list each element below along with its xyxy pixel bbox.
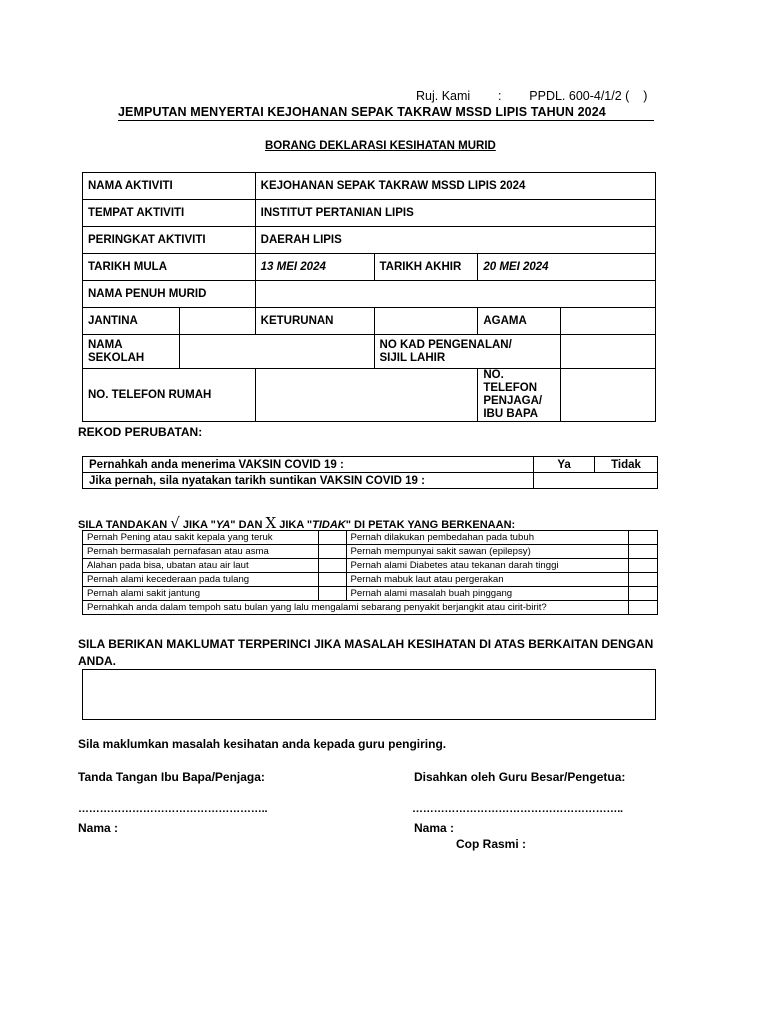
table-row xyxy=(83,457,658,473)
peringkat-aktiviti-label: PERINGKAT AKTIVITI xyxy=(83,227,256,254)
tarikh-akhir-label: TARIKH AKHIR xyxy=(374,254,478,281)
checklist-item: Alahan pada bisa, ubatan atau air laut xyxy=(83,559,319,573)
checklist-box[interactable] xyxy=(629,545,658,559)
principal-signature-label: Disahkan oleh Guru Besar/Pengetua: xyxy=(414,770,626,784)
checklist-item: Pernah alami Diabetes atau tekanan darah tinggi xyxy=(346,559,628,573)
checklist-box[interactable] xyxy=(318,573,346,587)
checklist-item: Pernah alami masalah buah pinggang xyxy=(346,587,628,601)
table-row xyxy=(83,200,656,227)
table-row xyxy=(83,531,658,545)
checklist-box[interactable] xyxy=(318,531,346,545)
checklist-box[interactable] xyxy=(629,573,658,587)
checklist-box[interactable] xyxy=(629,531,658,545)
table-row xyxy=(83,473,658,489)
tarikh-akhir-value: 20 MEI 2024 xyxy=(478,254,656,281)
telefon-penjaga-field[interactable] xyxy=(561,369,656,422)
keturunan-label: KETURUNAN xyxy=(255,308,374,335)
checklist-item: Pernah mempunyai sakit sawan (epilepsy) xyxy=(346,545,628,559)
reference-number xyxy=(416,89,647,103)
checklist-item: Pernah Pening atau sakit kepala yang teruk xyxy=(83,531,319,545)
jantina-label: JANTINA xyxy=(83,308,180,335)
tarikh-mula-value: 13 MEI 2024 xyxy=(255,254,374,281)
keturunan-field[interactable] xyxy=(374,308,478,335)
nama-aktiviti-label: NAMA AKTIVITI xyxy=(83,173,256,200)
table-row xyxy=(83,601,658,615)
table-row xyxy=(83,369,656,422)
parent-name-label: Nama : xyxy=(78,821,119,835)
nama-sekolah-field[interactable] xyxy=(179,335,374,369)
ref-separator: : xyxy=(497,89,502,103)
vaksin-date-field[interactable] xyxy=(534,473,658,489)
ya-header: Ya xyxy=(534,457,595,473)
cross-icon: X xyxy=(265,514,277,532)
form-title: BORANG DEKLARASI KESIHATAN MURID xyxy=(265,140,496,152)
nama-murid-field[interactable] xyxy=(255,281,655,308)
details-textbox[interactable] xyxy=(82,669,656,720)
table-row xyxy=(83,335,656,369)
tidak-header: Tidak xyxy=(595,457,658,473)
kad-pengenalan-field[interactable] xyxy=(561,335,656,369)
checklist-item: Pernah alami sakit jantung xyxy=(83,587,319,601)
vaksin-question: Pernahkah anda menerima VAKSIN COVID 19 : xyxy=(83,457,534,473)
tempat-aktiviti-label: TEMPAT AKTIVITI xyxy=(83,200,256,227)
peringkat-aktiviti-value: DAERAH LIPIS xyxy=(255,227,655,254)
table-row xyxy=(83,173,656,200)
kad-pengenalan-label: NO KAD PENGENALAN/ SIJIL LAHIR xyxy=(374,335,561,369)
tarikh-mula-label: TARIKH MULA xyxy=(83,254,256,281)
principal-name-label: Nama : xyxy=(414,821,455,835)
table-row xyxy=(83,587,658,601)
rekod-perubatan-heading: REKOD PERUBATAN: xyxy=(78,425,203,439)
jantina-field[interactable] xyxy=(179,308,255,335)
notify-teacher-note: Sila maklumkan masalah kesihatan anda kepada guru pengiring. xyxy=(78,737,447,751)
checklist-item-infectious: Pernahkah anda dalam tempoh satu bulan yang lalu mengalami sebarang penyakit berjangkit atau cirit-birit? xyxy=(83,601,629,615)
tick-instruction: SILA TANDAKAN √ JIKA "YA" DAN X JIKA "TIDAK" DI PETAK YANG BERKENAAN: xyxy=(78,514,516,532)
official-stamp-label: Cop Rasmi : xyxy=(456,837,527,851)
table-row xyxy=(83,227,656,254)
table-row xyxy=(83,545,658,559)
principal-signature-line[interactable]: ………………………………………………….. xyxy=(412,803,623,815)
parent-signature-label: Tanda Tangan Ibu Bapa/Penjaga: xyxy=(78,770,265,784)
checklist-box[interactable] xyxy=(629,601,658,615)
table-row xyxy=(83,254,656,281)
vaksin-date-question: Jika pernah, sila nyatakan tarikh suntikan VAKSIN COVID 19 : xyxy=(83,473,534,489)
nama-sekolah-label: NAMA SEKOLAH xyxy=(83,335,180,369)
telefon-rumah-field[interactable] xyxy=(255,369,478,422)
details-prompt: SILA BERIKAN MAKLUMAT TERPERINCI JIKA MASALAH KESIHATAN DI ATAS BERKAITAN DENGAN ANDA. xyxy=(78,637,654,668)
checklist-item: Pernah bermasalah pernafasan atau asma xyxy=(83,545,319,559)
health-checklist-table xyxy=(82,530,658,615)
checklist-box[interactable] xyxy=(318,545,346,559)
checklist-box[interactable] xyxy=(318,587,346,601)
table-row xyxy=(83,308,656,335)
nama-murid-label: NAMA PENUH MURID xyxy=(83,281,256,308)
telefon-rumah-label: NO. TELEFON RUMAH xyxy=(83,369,256,422)
title-underline xyxy=(118,120,654,121)
ref-value: PPDL. 600-4/1/2 ( ) xyxy=(529,89,648,103)
checklist-box[interactable] xyxy=(629,587,658,601)
vaccine-table xyxy=(82,456,658,489)
checklist-box[interactable] xyxy=(318,559,346,573)
parent-signature-line[interactable]: …………………………………………….. xyxy=(78,803,268,815)
table-row xyxy=(83,573,658,587)
agama-label: AGAMA xyxy=(478,308,561,335)
agama-field[interactable] xyxy=(561,308,656,335)
invitation-title: JEMPUTAN MENYERTAI KEJOHANAN SEPAK TAKRAW MSSD LIPIS TAHUN 2024 xyxy=(118,105,606,119)
telefon-penjaga-label: NO. TELEFON PENJAGA/ IBU BAPA xyxy=(478,369,561,422)
activity-info-table xyxy=(82,172,656,422)
ref-label: Ruj. Kami xyxy=(416,89,471,103)
checklist-item: Pernah alami kecederaan pada tulang xyxy=(83,573,319,587)
table-row xyxy=(83,281,656,308)
checklist-box[interactable] xyxy=(629,559,658,573)
checklist-item: Pernah dilakukan pembedahan pada tubuh xyxy=(346,531,628,545)
checklist-item: Pernah mabuk laut atau pergerakan xyxy=(346,573,628,587)
table-row xyxy=(83,559,658,573)
tempat-aktiviti-value: INSTITUT PERTANIAN LIPIS xyxy=(255,200,655,227)
tick-icon: √ xyxy=(170,514,180,532)
nama-aktiviti-value: KEJOHANAN SEPAK TAKRAW MSSD LIPIS 2024 xyxy=(255,173,655,200)
